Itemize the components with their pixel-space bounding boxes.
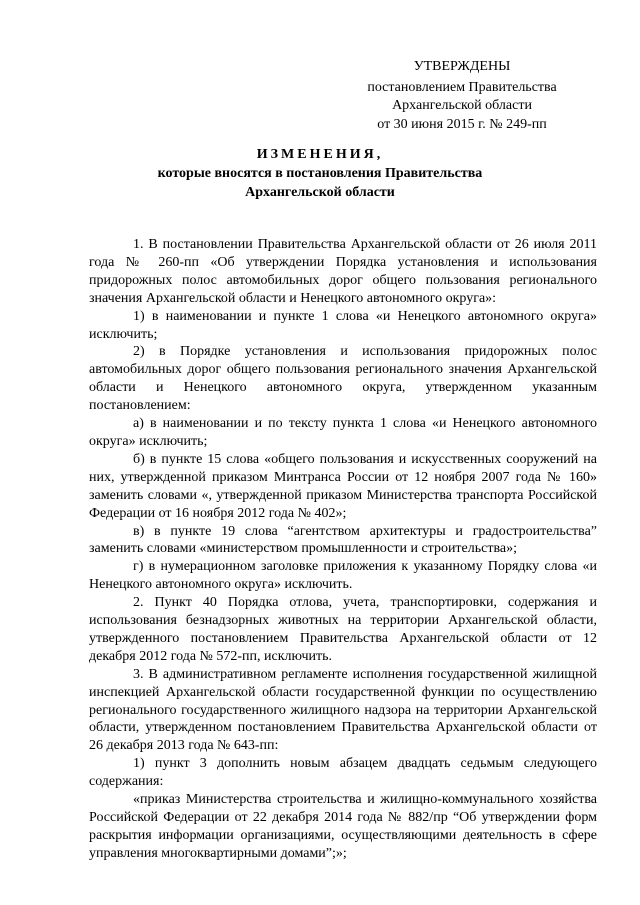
paragraph: г) в нумерационном заголовке приложения к указанному Порядку слова «и Ненецкого автономного округа» исключить. bbox=[89, 559, 597, 593]
paragraph: 2) в Порядке установления и использования придорожных полос автомобильных дорог общего пользования регионального значения Архангельской области и Ненецкого автономного округа, утвержденном указанным постановлением: bbox=[89, 344, 597, 414]
document-title bbox=[0, 145, 640, 202]
title-subtitle: которые вносятся в постановления Правительства bbox=[157, 166, 483, 181]
paragraph: 3. В административном регламенте исполнения государственной жилищной инспекцией Архангельской области государственной функции по осуществлению регионального государственного жилищного надзора на территории Архангельской области, утвержденном постановлением Правительства Архангельской области от 26 декабря 2013 года № 643-пп: bbox=[89, 666, 597, 754]
approval-line: Архангельской области bbox=[392, 98, 532, 113]
paragraph: в) в пункте 19 слова “агентством архитектуры и градостроительства” заменить словами «министерством промышленности и строительства»; bbox=[89, 523, 597, 557]
approval-heading: УТВЕРЖДЕНЫ bbox=[413, 59, 511, 74]
paragraph: 1) пункт 3 дополнить новым абзацем двадцать седьмым следующего содержания: bbox=[89, 756, 597, 790]
paragraph: б) в пункте 15 слова «общего пользования и искусственных сооружений на них, утвержденной приказом Минтранса России от 12 ноября 2007 года № 160» заменить словами «, утвержденной приказом Министерства транспорта Российской Федерации от 16 ноября 2012 года № 402»; bbox=[89, 451, 597, 521]
title-main: ИЗМЕНЕНИЯ, bbox=[256, 147, 384, 162]
approval-stamp bbox=[342, 58, 582, 134]
title-subtitle: Архангельской области bbox=[245, 185, 395, 200]
paragraph: а) в наименовании и по тексту пункта 1 слова «и Ненецкого автономного округа» исключить; bbox=[89, 416, 597, 449]
approval-line: постановлением Правительства bbox=[367, 79, 557, 95]
approval-line: от 30 июня 2015 г. № 249-пп bbox=[377, 116, 547, 132]
paragraph: 1. В постановлении Правительства Архангельской области от 26 июля 2011 года № 260-пп «Об утверждении Порядка установления и использования придорожных полос автомобильных дорог общего пользования регионального значения Архангельской области и Ненецкого автономного округа»: bbox=[89, 237, 597, 306]
paragraph: «приказ Министерства строительства и жилищно-коммунального хозяйства Российской Федерации от 22 декабря 2014 года № 882/пр “Об утверждении форм раскрытия информации организациями, осуществляющими деятельность в сфере управления многоквартирными домами”;»; bbox=[89, 792, 597, 861]
paragraph: 2. Пункт 40 Порядка отлова, учета, транспортировки, содержания и использования безнадзорных животных на территории Архангельской области, утвержденного постановлением Правительства Архангельской области от 12 декабря 2012 года № 572-пп, исключить. bbox=[89, 595, 597, 664]
paragraph: 1) в наименовании и пункте 1 слова «и Ненецкого автономного округа» исключить; bbox=[89, 308, 597, 342]
document-body bbox=[89, 236, 597, 863]
